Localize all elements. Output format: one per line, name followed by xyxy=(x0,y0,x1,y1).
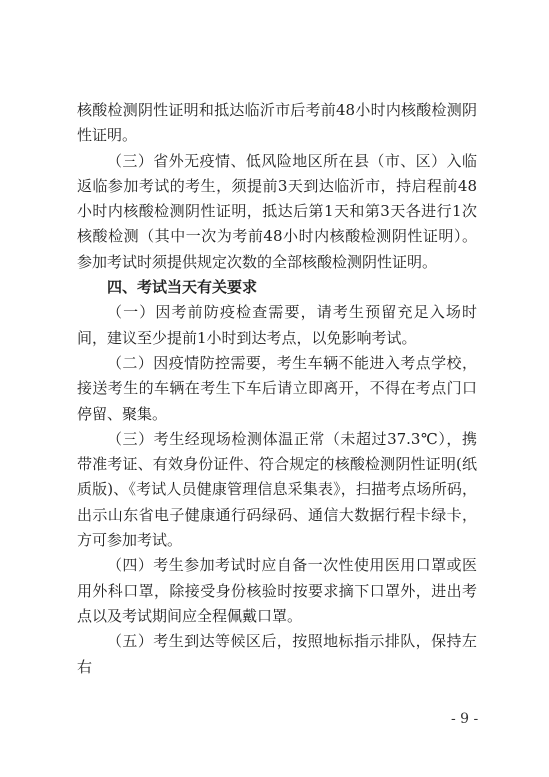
section-heading: 四、考试当天有关要求 xyxy=(107,278,258,297)
paragraph-masks: （四）考生参加考试时应自备一次性使用医用口罩或医用外科口罩，除接受身份核验时按要求摘下口罩外，进出考点以及考试期间应全程佩戴口罩。 xyxy=(77,556,477,625)
paragraph-temperature-check: （三）考生经现场检测体温正常（未超过37.3℃），携带准考证、有效身份证件、符合规定的核酸检测阴性证明(纸质版)、《考试人员健康管理信息采集表》，扫描考点场所码，出示山东省电子健康通行码绿码、通信大数据行程卡绿卡，方可参加考试。 xyxy=(77,429,477,550)
paragraph-continuation: 核酸检测阴性证明和抵达临沂市后考前48小时内核酸检测阴性证明。 xyxy=(77,101,477,145)
paragraph-arrival-time: （一）因考前防疫检查需要，请考生预留充足入场时间，建议至少提前1小时到达考点，以免影响考试。 xyxy=(77,303,477,347)
paragraph-vehicles: （二）因疫情防控需要，考生车辆不能进入考点学校，接送考生的车辆在考生下车后请立即离开，不得在考点门口停留、聚集。 xyxy=(77,353,477,423)
document-body xyxy=(77,98,477,680)
paragraph-out-of-province: （三）省外无疫情、低风险地区所在县（市、区）入临返临参加考试的考生，须提前3天到达临沂市，持启程前48小时内核酸检测阴性证明，抵达后第1天和第3天各进行1次核酸检测（其中一次为考前48小时内核酸检测阴性证明）。参加考试时须提供规定次数的全部核酸检测阴性证明。 xyxy=(77,151,477,271)
paragraph-waiting-area: （五）考生到达等候区后，按照地标指示排队，保持左右 xyxy=(77,632,477,676)
page-number: - 9 - xyxy=(451,711,479,727)
